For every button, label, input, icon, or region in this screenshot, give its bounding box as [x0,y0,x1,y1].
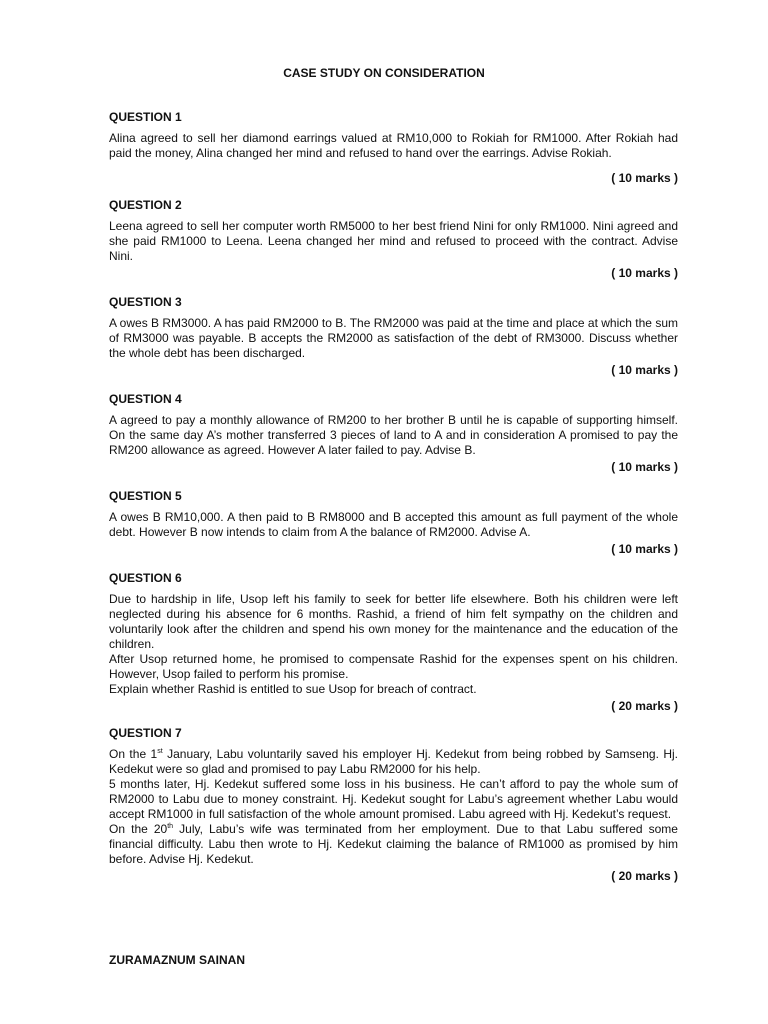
paragraph-text: On the 20 [109,822,168,836]
question-5 [109,489,678,556]
question-heading: QUESTION 3 [109,295,182,309]
question-text [109,747,678,867]
question-4 [109,392,678,474]
paragraph-text: On the 1 [109,747,158,761]
document-title: CASE STUDY ON CONSIDERATION [283,66,485,80]
question-marks: ( 10 marks ) [611,460,678,474]
paragraph-text: January, Labu voluntarily saved his employer Hj. Kedekut from being robbed by Samseng. Hj. Kedekut were so glad and promised to pay Labu RM2000 for his help. [109,747,678,776]
question-paragraph: Explain whether Rashid is entitled to sue Usop for breach of contract. [109,682,477,696]
question-7 [109,726,678,883]
question-paragraph: After Usop returned home, he promised to compensate Rashid for the expenses spent on his children. However, Usop failed to perform his promise. [109,652,678,681]
author-name: ZURAMAZNUM SAINAN [109,953,245,967]
question-text [109,510,678,540]
question-paragraph: A owes B RM10,000. A then paid to B RM8000 and B accepted this amount as full payment of the whole debt. However B now intends to claim from A the balance of RM2000. Advise A. [109,510,678,539]
question-marks: ( 10 marks ) [611,363,678,377]
question-3 [109,295,678,377]
question-marks: ( 10 marks ) [611,171,678,185]
ordinal-suffix: th [167,823,174,830]
question-marks: ( 20 marks ) [611,869,678,883]
question-2 [109,198,678,280]
question-heading: QUESTION 2 [109,198,182,212]
question-text [109,592,678,697]
question-paragraph: Leena agreed to sell her computer worth RM5000 to her best friend Nini for only RM1000. Nini agreed and she paid RM1000 to Leena. Leena changed her mind and refused to proceed with the contract. Advise Nini. [109,219,678,263]
question-marks: ( 10 marks ) [611,266,678,280]
question-paragraph: A owes B RM3000. A has paid RM2000 to B. The RM2000 was paid at the time and place at which the sum of RM3000 was payable. B accepts the RM2000 as satisfaction of the debt of RM3000. Discuss whether the whole debt has been discharged. [109,316,678,360]
question-text [109,131,678,161]
question-paragraph: Alina agreed to sell her diamond earrings valued at RM10,000 to Rokiah for RM1000. After Rokiah had paid the money, Alina changed her mind and refused to hand over the earrings. Advise Rokiah. [109,131,678,160]
paragraph-text: July, Labu’s wife was terminated from her employment. Due to that Labu suffered some financial difficulty. Labu then wrote to Hj. Kedekut claiming the balance of RM1000 as promised by him before. Advise Hj. Kedekut. [109,822,678,866]
question-text [109,413,678,458]
question-heading: QUESTION 7 [109,726,182,740]
question-paragraph: Due to hardship in life, Usop left his family to seek for better life elsewhere. Both his children were left neglected during his absence for 6 months. Rashid, a friend of him felt sympathy on the children and voluntarily look after the children and spend his own money for the maintenance and the education of the children. [109,592,678,651]
question-heading: QUESTION 5 [109,489,182,503]
question-text [109,219,678,264]
question-paragraph [109,822,678,867]
ordinal-suffix: st [157,748,163,755]
question-heading: QUESTION 4 [109,392,182,406]
question-paragraph: 5 months later, Hj. Kedekut suffered some loss in his business. He can’t afford to pay the whole sum of RM2000 to Labu due to money constraint. Hj. Kedekut sought for Labu’s agreement whether Labu would accept RM1000 in full satisfaction of the whole amount promised. Labu agreed with Hj. Kedekut’s request. [109,777,678,821]
question-text [109,316,678,361]
question-1 [109,110,678,185]
question-6 [109,571,678,713]
question-marks: ( 10 marks ) [611,542,678,556]
question-heading: QUESTION 6 [109,571,182,585]
question-heading: QUESTION 1 [109,110,182,124]
question-marks: ( 20 marks ) [611,699,678,713]
question-paragraph: A agreed to pay a monthly allowance of RM200 to her brother B until he is capable of supporting himself. On the same day A’s mother transferred 3 pieces of land to A and in consideration A promised to pay the RM200 allowance as agreed. However A later failed to pay. Advise B. [109,413,678,457]
question-paragraph [109,747,678,777]
